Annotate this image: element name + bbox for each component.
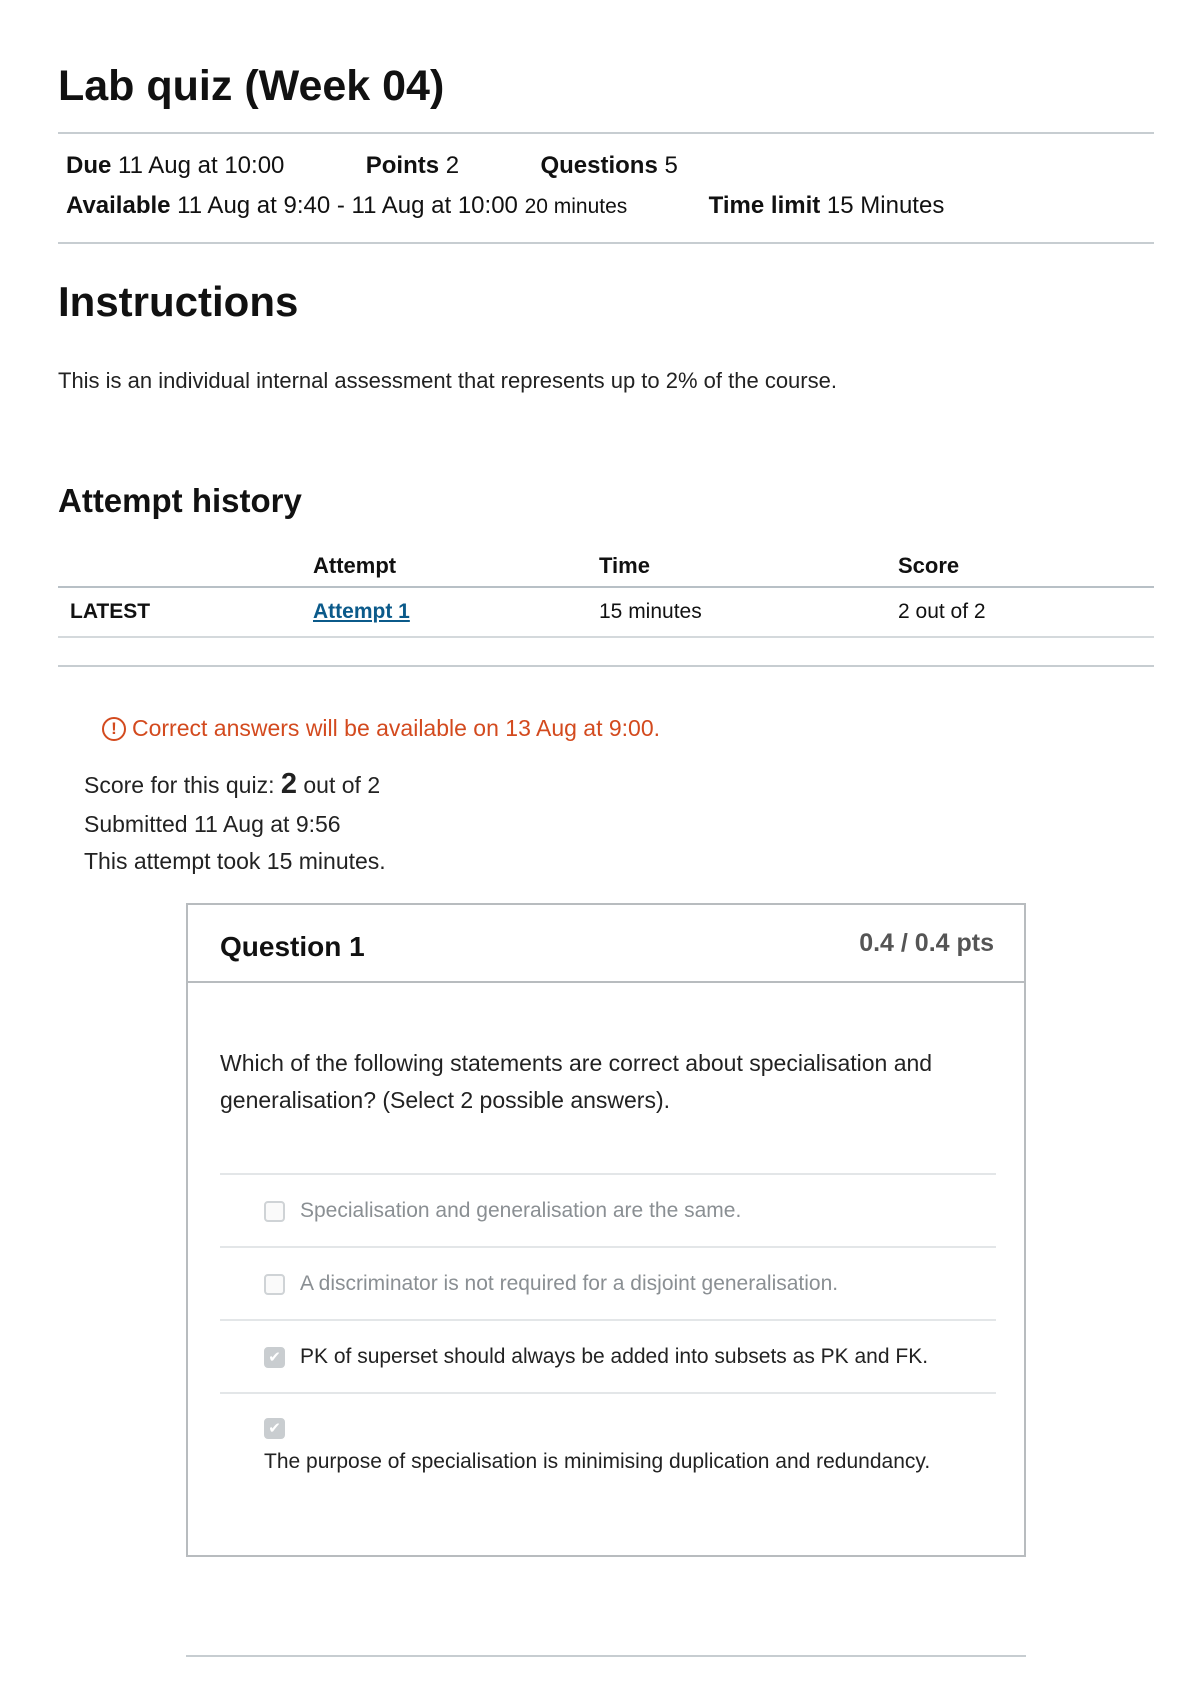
column-header-score: Score [898,545,1154,587]
quiz-meta-row-1 [66,152,678,180]
column-header-time: Time [599,545,898,587]
table-row [58,587,1154,637]
attempt-1-link[interactable]: Attempt 1 [313,600,410,623]
available-label: Available [66,192,171,219]
due-label: Due [66,152,112,179]
column-header [58,545,313,587]
answer-text: Specialisation and generalisation are the same. [300,1199,742,1222]
notice-text: Correct answers will be available on 13 Aug at 9:00. [132,715,661,741]
attempt-history-table [58,545,1154,638]
checkbox[interactable] [264,1201,285,1222]
time-limit-value: 15 Minutes [826,192,945,219]
latest-badge: LATEST [58,587,313,637]
checkmark-icon: ✔ [268,1420,281,1437]
answer-text: The purpose of specialisation is minimising duplication and redundancy. [264,1450,931,1473]
attempt-time: 15 minutes [599,587,898,637]
available-duration: 20 minutes [524,195,628,218]
points-value: 2 [445,152,460,179]
checkbox[interactable] [264,1274,285,1295]
question-card [186,903,1026,1557]
attempt-duration: This attempt took 15 minutes. [84,848,386,874]
question-title: Question 1 [220,931,365,962]
answer-text: PK of superset should always be added into subsets as PK and FK. [300,1345,929,1368]
answer-option [220,1392,996,1492]
points-label: Points [365,152,440,179]
column-header-attempt: Attempt [313,545,599,587]
quiz-score-line [84,768,380,801]
question-header [188,905,1024,983]
checkbox-checked[interactable] [264,1418,285,1439]
table-header-row [58,545,1154,587]
questions-value: 5 [664,152,678,179]
question-points: 0.4 / 0.4 pts [859,929,994,957]
checkbox-checked[interactable] [264,1347,285,1368]
score-prefix: Score for this quiz: [84,772,281,798]
correct-answers-notice [102,715,660,742]
due-value: 11 Aug at 10:00 [118,152,285,179]
answer-option [220,1173,996,1246]
attempt-history-title: Attempt history [58,482,302,519]
time-limit-label: Time limit [708,192,821,219]
available-value: 11 Aug at 9:40 - 11 Aug at 10:00 [177,192,518,219]
divider [58,242,1154,244]
question-text: Which of the following statements are correct about specialisation and generalisation? (Select 2 possible answers). [220,1050,933,1113]
questions-label: Questions [540,152,658,179]
divider [186,1655,1026,1657]
checkmark-icon: ✔ [268,1349,281,1366]
instructions-text: This is an individual internal assessment that represents up to 2% of the course. [58,368,837,393]
divider [58,665,1154,667]
answer-text: A discriminator is not required for a disjoint generalisation. [300,1272,839,1295]
answer-option [220,1319,996,1392]
score-suffix: out of 2 [297,772,381,798]
score-value: 2 [280,768,297,800]
attempt-score: 2 out of 2 [898,587,1154,637]
quiz-meta-row-2 [66,192,944,220]
divider [58,132,1154,134]
warning-icon: ! [102,717,126,741]
submitted-time: Submitted 11 Aug at 9:56 [84,811,341,837]
answer-list [220,1173,996,1492]
answer-option [220,1246,996,1319]
quiz-title: Lab quiz (Week 04) [58,62,445,110]
instructions-title: Instructions [58,278,299,325]
